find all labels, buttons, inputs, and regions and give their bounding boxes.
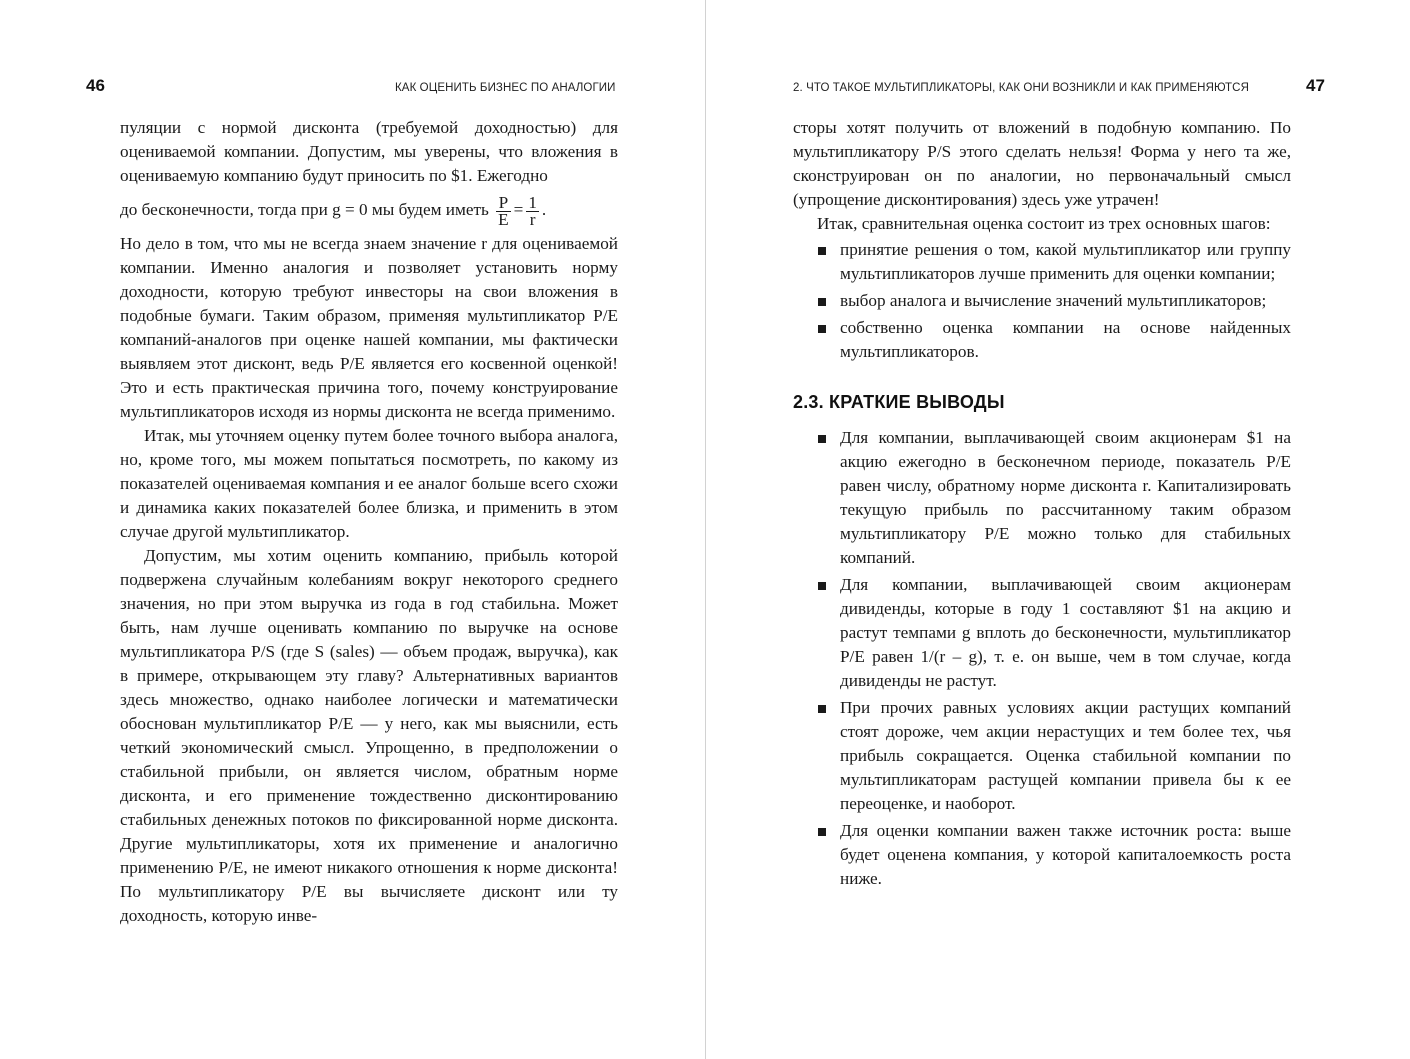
list-item-text: принятие решения о том, какой мультипликатор или группу мультипликаторов лучше применить для оценки компании; — [840, 240, 1291, 283]
right-page-body — [793, 116, 1291, 894]
paragraph: Итак, мы уточняем оценку путем более точного выбора аналога, но, кроме того, мы можем попытаться посмотреть, по какому из показателей оцениваемая компания и ее аналог больше всего схожи и динамика каких показателей более близка, и применить в этом случае другой мультипликатор. — [120, 426, 618, 541]
list-item — [793, 426, 1291, 570]
fraction-numerator: P — [496, 195, 511, 212]
list-item — [793, 819, 1291, 891]
fraction-numerator: 1 — [528, 192, 537, 212]
bullet-square-icon — [818, 435, 826, 443]
page-number: 47 — [1306, 76, 1325, 95]
bullet-square-icon — [818, 705, 826, 713]
paragraph: Но дело в том, что мы не всегда знаем значение r для оцениваемой компании. Именно аналогия и позволяет установить норму доходности, которую требуют инвесторы на свои вложения в подобные бумаги. Таким образом, применяя мультипликатор P/E компаний-аналогов при оценке нашей компании, мы фактически выявляем этот дисконт, ведь P/E является его косвенной оценкой! Это и есть практическая причина того, почему конструирование мультипликаторов исходя из нормы дисконта не всегда применимо. — [120, 234, 618, 421]
list-item-text: Для компании, выплачивающей своим акционерам $1 на акцию ежегодно в бесконечном периоде, показатель P/E равен числу, обратному норме дисконта r. Капитализировать текущую прибыль по рассчитанному таким образом мультипликатору P/E можно только для стабильных компаний. — [840, 428, 1291, 567]
list-item-text: Для оценки компании важен также источник роста: выше будет оценена компания, у которой капиталоемкость роста ниже. — [840, 821, 1291, 888]
list-item — [793, 573, 1291, 693]
list-item-text: Для компании, выплачивающей своим акционерам дивиденды, которые в году 1 составляют $1 на акцию и растут темпами g вплоть до бесконечности, мультипликатор P/E равен 1/(r – g), т. е. он выше, чем в том случае, когда дивиденды не растут. — [840, 575, 1291, 690]
paragraph: сторы хотят получить от вложений в подобную компанию. По мультипликатору P/S этого сделать нельзя! Форма у него та же, сконструирован он по аналогии, но первоначальный смысл (упрощение дисконтирования) здесь уже утрачен! — [793, 118, 1291, 209]
list-item-text: собственно оценка компании на основе найденных мультипликаторов. — [840, 318, 1291, 361]
bullet-square-icon — [818, 298, 826, 306]
formula-prefix: до бесконечности, тогда при g = 0 мы будем иметь — [120, 200, 489, 219]
list-item — [793, 316, 1291, 364]
bullet-square-icon — [818, 582, 826, 590]
list-item-text: При прочих равных условиях акции растущих компаний стоят дороже, чем акции нерастущих и тем более тех, чья прибыль сокращается. Оценка стабильной компании по мультипликаторам растущей компании привела бы к ее переоценке, и наоборот. — [840, 698, 1291, 813]
list-item-text: выбор аналога и вычисление значений мультипликаторов; — [840, 291, 1267, 310]
list-item — [793, 289, 1291, 313]
fraction-one-over-r — [526, 192, 539, 229]
list-item — [793, 696, 1291, 816]
left-page-body — [120, 116, 618, 928]
formula-equals: = — [513, 200, 524, 219]
steps-list — [793, 238, 1291, 364]
right-page — [706, 0, 1410, 1059]
bullet-square-icon — [818, 325, 826, 333]
running-head: КАК ОЦЕНИТЬ БИЗНЕС ПО АНАЛОГИИ — [395, 82, 616, 94]
running-head: 2. ЧТО ТАКОЕ МУЛЬТИПЛИКАТОРЫ, КАК ОНИ ВОЗНИКЛИ И КАК ПРИМЕНЯЮТСЯ — [793, 82, 1249, 94]
formula-end: . — [541, 200, 547, 219]
fraction-denominator: r — [529, 209, 536, 229]
paragraph: Допустим, мы хотим оценить компанию, прибыль которой подвержена случайным колебаниям вокруг некоторого среднего значения, но при этом выручка из года в год стабильна. Может быть, нам лучше оценивать компанию по выручке на основе мультипликатора P/S (где S (sales) — объем продаж, выручка), как в примере, открывающем эту главу? Альтернативных вариантов здесь множество, однако наиболее логически и математически обоснован мультипликатор P/E — у него, как мы выяснили, есть четкий экономический смысл. Упрощенно, в предположении о стабильной прибыли, он является числом, обратным норме дисконта, и его применение тождественно дисконтированию стабильных денежных потоков по фиксированной норме дисконта. Другие мультипликаторы, хотя их применение и аналогично применению P/E, не имеют никакого отношения к норме дисконта! По мультипликатору P/E вы вычисляете дисконт или ту доходность, которую инве- — [120, 546, 618, 925]
list-item — [793, 238, 1291, 286]
paragraph: Итак, сравнительная оценка состоит из трех основных шагов: — [817, 214, 1271, 233]
conclusions-list — [793, 426, 1291, 891]
fraction-pe — [496, 192, 511, 229]
section-heading: 2.3. КРАТКИЕ ВЫВОДЫ — [793, 392, 1005, 412]
page-number: 46 — [86, 76, 105, 95]
formula-line — [120, 188, 618, 232]
bullet-square-icon — [818, 828, 826, 836]
paragraph: пуляции с нормой дисконта (требуемой доходностью) для оцениваемой компании. Допустим, мы уверены, что вложения в оцениваемую компанию будут приносить по $1. Ежегодно — [120, 118, 618, 185]
bullet-square-icon — [818, 247, 826, 255]
fraction-denominator: E — [498, 209, 509, 229]
